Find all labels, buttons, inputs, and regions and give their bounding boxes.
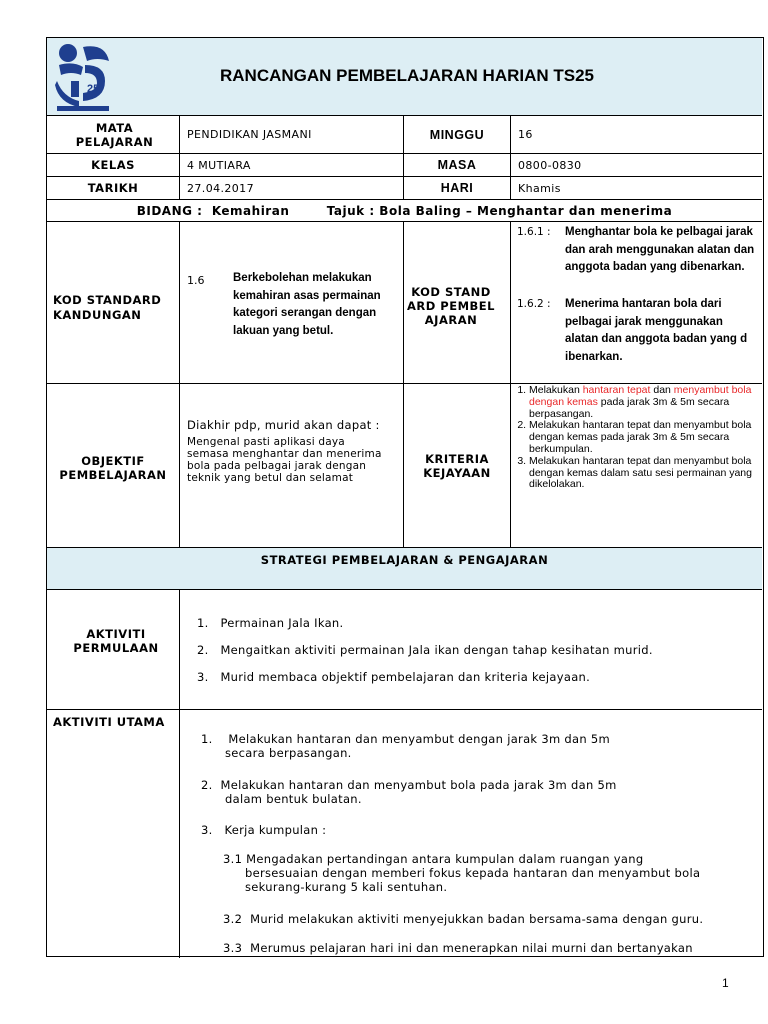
label-objektif-pembelajaran: OBJEKTIF PEMBELAJARAN bbox=[59, 454, 167, 482]
pembelajaran-1-text: Menghantar bola ke pelbagai jarak dan arah menggunakan alatan dan anggota badan yang dibenarkan. bbox=[565, 226, 755, 273]
ts25-logo-icon bbox=[53, 41, 113, 113]
utama-item-1a: 1. Melakukan hantaran dan menyambut dengan jarak 3m dan 5m bbox=[201, 732, 611, 746]
utama-item-3: 3. Kerja kumpulan : bbox=[201, 823, 327, 837]
label-kod-standard-pembelajaran: KOD STANDARD PEMBELAJARAN bbox=[407, 285, 495, 327]
kriteria-item-1: 1. Melakukan hantaran tepat dan menyambut bola dengan kemas pada jarak 3m & 5m secara berpasangan. bbox=[529, 385, 761, 420]
kandungan-text: Berkebolehan melakukan kemahiran asas permainan kategori serangan dengan lakuan yang betul. bbox=[233, 272, 381, 337]
label-aktiviti-utama: AKTIVITI UTAMA bbox=[53, 715, 165, 729]
pembelajaran-2-num: 1.6.2 : bbox=[517, 298, 551, 310]
label-kod-standard-kandungan: KOD STANDARD KANDUNGAN bbox=[53, 293, 162, 322]
bidang-row: BIDANG : Kemahiran Tajuk : Bola Baling – Menghantar dan menerima bbox=[136, 203, 673, 218]
permulaan-item-2: 2. Mengaitkan aktiviti permainan Jala ikan dengan tahap kesihatan murid. bbox=[197, 643, 653, 657]
ts25-logo bbox=[53, 41, 113, 113]
label-hari: HARI bbox=[440, 181, 474, 195]
lesson-plan-table bbox=[46, 37, 764, 957]
page-number: 1 bbox=[722, 976, 729, 990]
utama-item-2b: dalam bentuk bulatan. bbox=[225, 792, 362, 806]
label-masa: MASA bbox=[437, 158, 477, 172]
value-masa: 0800-0830 bbox=[518, 158, 582, 172]
value-mata-pelajaran: PENDIDIKAN JASMANI bbox=[187, 128, 312, 141]
label-tarikh: TARIKH bbox=[87, 181, 139, 195]
logo-number: 25 bbox=[87, 83, 100, 95]
permulaan-item-3: 3. Murid membaca objektif pembelajaran dan kriteria kejayaan. bbox=[197, 670, 591, 684]
label-aktiviti-permulaan: AKTIVITI PERMULAAN bbox=[73, 627, 159, 655]
label-minggu: MINGGU bbox=[429, 127, 485, 142]
utama-item-2a: 2. Melakukan hantaran dan menyambut bola pada jarak 3m dan 5m bbox=[201, 778, 617, 792]
utama-sub-3-1c: sekurang-kurang 5 kali sentuhan. bbox=[245, 880, 448, 894]
label-kelas: KELAS bbox=[91, 158, 135, 172]
utama-sub-3-2: 3.2 Murid melakukan aktiviti menyejukkan badan bersama-sama dengan guru. bbox=[223, 912, 704, 926]
kriteria-item-3: 3. Melakukan hantaran tepat dan menyambut bola dengan kemas dalam satu sesi permainan yang dikelolakan. bbox=[529, 456, 761, 491]
kriteria-list bbox=[511, 385, 761, 491]
objektif-text: Mengenal pasti aplikasi daya semasa menghantar dan menerima bola pada pelbagai jarak dengan teknik yang betul dan selamat bbox=[187, 436, 382, 484]
page-title: RANCANGAN PEMBELAJARAN HARIAN TS25 bbox=[219, 66, 595, 85]
value-kelas: 4 MUTIARA bbox=[187, 158, 251, 172]
pembelajaran-2-text: Menerima hantaran bola dari pelbagai jarak menggunakan alatan dan anggota badan yang d ibenarkan. bbox=[565, 298, 748, 363]
pembelajaran-2 bbox=[517, 296, 759, 366]
value-tarikh: 27.04.2017 bbox=[187, 181, 254, 195]
label-kriteria-kejayaan: KRITERIA KEJAYAAN bbox=[423, 452, 491, 480]
utama-item-1b: secara berpasangan. bbox=[225, 746, 352, 760]
value-minggu: 16 bbox=[518, 128, 533, 141]
objektif-intro: Diakhir pdp, murid akan dapat : bbox=[187, 418, 380, 432]
kriteria-item-2: 2. Melakukan hantaran tepat dan menyambut bola dengan kemas pada jarak 3m & 5m secara berkumpulan. bbox=[529, 420, 761, 455]
strategi-title: STRATEGI PEMBELAJARAN & PENGAJARAN bbox=[260, 553, 549, 567]
utama-sub-3-1a: 3.1 Mengadakan pertandingan antara kumpulan dalam ruangan yang bbox=[223, 852, 644, 866]
permulaan-item-1: 1. Permainan Jala Ikan. bbox=[197, 616, 344, 630]
utama-sub-3-3: 3.3 Merumus pelajaran hari ini dan menerapkan nilai murni dan bertanyakan bbox=[223, 941, 693, 955]
kandungan-number: 1.6 bbox=[187, 274, 205, 287]
value-hari: Khamis bbox=[518, 181, 561, 195]
utama-sub-3-1b: bersesuaian dengan memberi fokus kepada hantaran dan menyambut bola bbox=[245, 866, 701, 880]
pembelajaran-1-num: 1.6.1 : bbox=[517, 226, 551, 238]
pembelajaran-1 bbox=[517, 224, 759, 277]
label-mata-pelajaran: MATA PELAJARAN bbox=[75, 120, 154, 149]
